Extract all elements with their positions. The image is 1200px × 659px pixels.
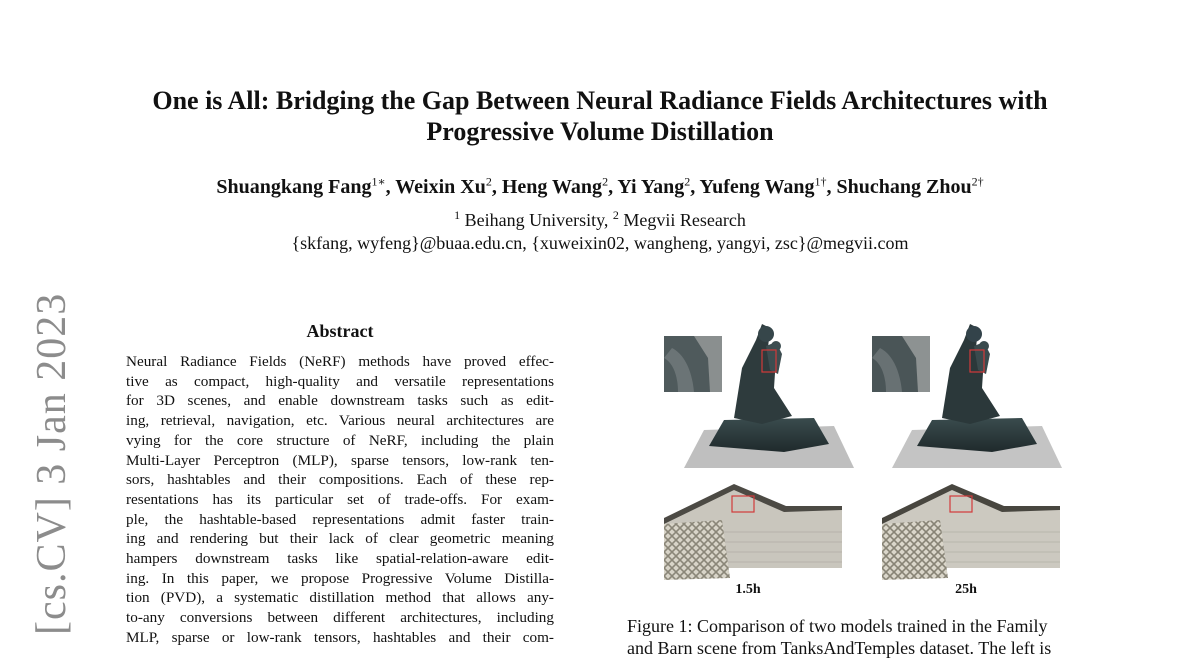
abstract-line: MLP, sparse or low-rank tensors, hashtables and their com-	[126, 628, 554, 646]
abstract-line: ing. In this paper, we propose Progressive Volume Distilla-	[126, 569, 554, 587]
abstract-heading: Abstract	[306, 321, 374, 341]
author-name: Yi Yang	[617, 176, 685, 198]
author-affiliation-mark: 2	[485, 174, 492, 189]
abstract-line: hampers downstream tasks like spatial-relation-aware edit-	[126, 550, 554, 568]
author-affiliation-mark: 1†	[814, 174, 827, 189]
paper-title	[100, 85, 1100, 147]
title-line-2: Progressive Volume Distillation	[426, 117, 774, 146]
caption-line-1: Figure 1: Comparison of two models trained in the Family	[627, 616, 1048, 636]
author-separator: ,	[608, 176, 618, 198]
author-affiliation-mark: 2	[684, 174, 691, 189]
author-name: Yufeng Wang	[699, 176, 815, 198]
abstract-line: Multi-Layer Perceptron (MLP), sparse tensors, low-rank ten-	[126, 451, 554, 469]
affil-sup-2: 2	[612, 208, 619, 222]
caption-line-2: and Barn scene from TanksAndTemples dataset. The left is	[627, 638, 1052, 658]
affil-sup-1: 1	[454, 208, 461, 222]
arxiv-stamp: [cs.CV] 3 Jan 2023	[29, 292, 75, 635]
figure-statue-left	[664, 318, 854, 470]
figure-label-left: 1.5h	[735, 582, 761, 597]
abstract-line: for 3D scenes, and enable downstream tasks such as edit-	[126, 392, 554, 410]
abstract-line: to-any conversions between different architectures, including	[126, 609, 554, 627]
author-name: Weixin Xu	[395, 176, 486, 198]
affiliations	[100, 209, 1100, 231]
author-separator: ,	[385, 176, 396, 198]
author-name: Shuchang Zhou	[836, 176, 972, 198]
author-affiliation-mark: 1∗	[371, 174, 386, 189]
author-affiliation-mark: 2	[602, 174, 609, 189]
author-affiliation-mark: 2†	[971, 174, 984, 189]
abstract-line: tive as compact, high-quality and versatile representations	[126, 372, 554, 390]
title-line-1: One is All: Bridging the Gap Between Neural Radiance Fields Architectures with	[152, 86, 1048, 115]
figure-caption	[627, 615, 1097, 659]
abstract-line: sors, hashtables and their compositions. Each of these rep-	[126, 471, 554, 489]
abstract-line: vying for the core structure of NeRF, including the plain	[126, 431, 554, 449]
author-list	[100, 174, 1100, 200]
author-name: Shuangkang Fang	[216, 176, 372, 198]
figure-statue-right	[872, 318, 1062, 470]
abstract-body	[126, 352, 554, 648]
author-separator: ,	[690, 176, 700, 198]
affil-inst-1: Beihang University,	[460, 210, 613, 230]
abstract-line: ing and rendering but their lack of clear geometric meaning	[126, 530, 554, 548]
author-emails: {skfang, wyfeng}@buaa.edu.cn, {xuweixin02, wangheng, yangyi, zsc}@megvii.com	[291, 233, 909, 253]
author-separator: ,	[826, 176, 837, 198]
abstract-line: ing, retrieval, navigation, etc. Various neural architectures are	[126, 412, 554, 430]
author-name: Heng Wang	[501, 176, 603, 198]
abstract-line: tion (PVD), a systematic distillation method that allows any-	[126, 589, 554, 607]
abstract-line: resentations has its particular set of trade-offs. For exam-	[126, 490, 554, 508]
abstract-line: ple, the hashtable-based representations admit faster train-	[126, 510, 554, 528]
figure-label-right: 25h	[955, 582, 977, 597]
abstract-line: Neural Radiance Fields (NeRF) methods have proved effec-	[126, 353, 554, 370]
affil-inst-2: Megvii Research	[618, 210, 746, 230]
author-separator: ,	[491, 176, 502, 198]
figure-barn-right	[882, 480, 1060, 580]
figure-barn-left	[664, 480, 842, 580]
